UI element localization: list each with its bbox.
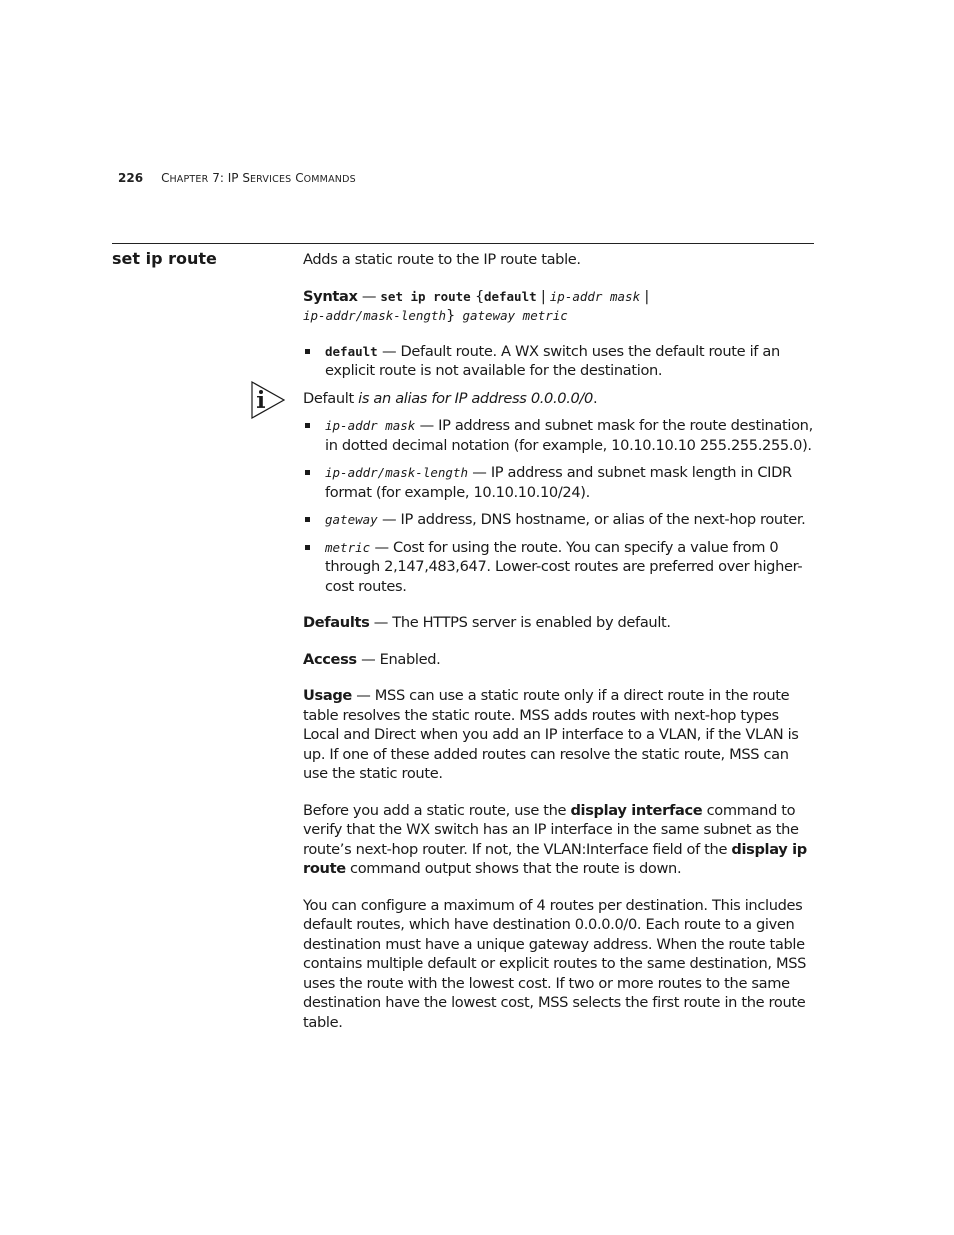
param-gateway: gateway — IP address, DNS hostname, or alias of the next-hop router. — [303, 510, 815, 530]
note-text: Default is an alias for IP address 0.0.0.0/0. — [303, 389, 598, 407]
bullet-icon — [305, 545, 310, 550]
access-paragraph: Access — Enabled. — [303, 650, 441, 668]
bullet-icon — [305, 349, 310, 354]
command-title: set ip route — [112, 249, 217, 268]
bullet-icon — [305, 470, 310, 475]
page-number: 226 — [118, 171, 144, 185]
usage-paragraph-3: You can configure a maximum of 4 routes per destination. This includes default routes, which have destination 0.0.0.0/0. Each route to a given destination must have a unique gateway address. When the route table contains multiple default or explicit routes to the same destination, MSS uses the route with the lowest cost. If two or more routes to the same destination have the lowest cost, MSS selects the first route in the route table. — [303, 896, 807, 1031]
syntax-line: Syntax — set ip route {default | ip-addr mask | ip-addr/mask-length} gateway metric — [303, 287, 649, 324]
chapter-title: CHAPTER 7: IP SERVICES COMMANDS — [161, 171, 356, 185]
running-header — [118, 171, 356, 185]
bullet-icon — [305, 517, 310, 522]
defaults-paragraph: Defaults — The HTTPS server is enabled by default. — [303, 614, 671, 631]
param-default: default — Default route. A WX switch uses the default route if an explicit route is not available for the destination. — [303, 342, 815, 381]
bullet-icon — [305, 423, 310, 428]
usage-paragraph: Usage — MSS can use a static route only if a direct route in the route table resolves the static route. MSS adds routes with next-hop types Local and Direct when you add an IP interface to a VLAN, if the VLAN is up. If one of these added routes can resolve the static route, MSS can use the static route. — [303, 687, 799, 782]
info-note-icon — [251, 381, 285, 419]
param-metric: metric — Cost for using the route. You can specify a value from 0 through 2,147,483,647. Lower-cost routes are preferred over higher-cost routes. — [303, 538, 815, 597]
param-mask-length: ip-addr/mask-length — IP address and subnet mask length in CIDR format (for example, 10.10.10.10/24). — [303, 463, 815, 502]
param-ip-addr-mask: ip-addr mask — IP address and subnet mask for the route destination, in dotted decimal notation (for example, 10.10.10.10 255.255.255.0). — [303, 416, 815, 455]
usage-paragraph-2: Before you add a static route, use the display interface command to verify that the WX switch has an IP interface in the same subnet as the route’s next-hop router. If not, the VLAN:Interface field of the display ip route command output shows that the route is down. — [303, 801, 807, 877]
section-rule — [112, 243, 814, 244]
description: Adds a static route to the IP route table. — [303, 251, 581, 268]
command-body — [303, 250, 815, 1032]
